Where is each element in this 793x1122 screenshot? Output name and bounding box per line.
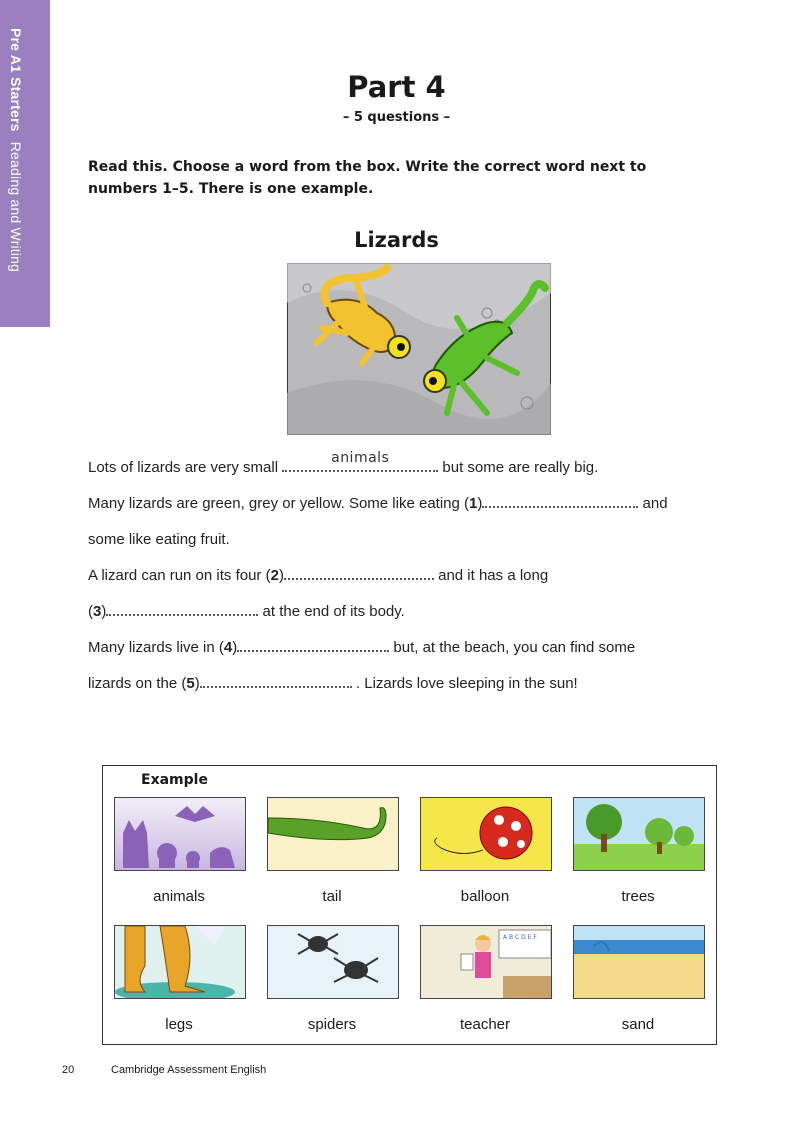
story-line-4: [88, 558, 748, 594]
sidebar-level: Pre A1 Starters: [8, 28, 24, 132]
story-line-6: [88, 630, 748, 666]
sidebar-tab: [0, 0, 50, 327]
answer-blank-4[interactable]: [237, 634, 389, 652]
trees-picture: [573, 797, 705, 871]
story-text-segment: Many lizards are green, grey or yellow. Some like eating (: [88, 495, 470, 512]
story-title: Lizards: [354, 228, 439, 252]
word-spiders: spiders: [307, 1016, 357, 1033]
story-text-segment: and: [638, 495, 668, 512]
story-text-segment: ): [194, 675, 200, 692]
example-label: Example: [141, 772, 208, 788]
story-text-segment: (: [88, 603, 93, 620]
footer-publisher: Cambridge Assessment English: [111, 1064, 267, 1076]
story-text-segment: ): [232, 639, 238, 656]
tail-picture: [267, 797, 399, 871]
story-text-segment: Many lizards live in (: [88, 639, 224, 656]
question-number: 1: [469, 495, 478, 512]
story-text-segment: lizards on the (: [88, 675, 187, 692]
answer-blank-3[interactable]: [106, 598, 258, 616]
page-title: Part 4: [347, 70, 446, 104]
word-sand: sand: [621, 1016, 655, 1033]
story-text: [88, 450, 748, 702]
story-text-segment: . Lizards love sleeping in the sun!: [351, 675, 578, 692]
story-text-segment: A lizard can run on its four (: [88, 567, 271, 584]
question-number: 5: [186, 675, 195, 692]
story-line-5: [88, 594, 748, 630]
animals-picture: [114, 797, 246, 871]
word-legs: legs: [165, 1016, 193, 1033]
page-subtitle: – 5 questions –: [342, 110, 451, 125]
sand-picture: [573, 925, 705, 999]
story-line-7: [88, 666, 748, 702]
teacher-picture: [420, 925, 552, 999]
story-text-segment: but some are really big.: [438, 459, 599, 476]
story-text-segment: Lots of lizards are very small: [88, 459, 283, 476]
answer-blank-1[interactable]: [482, 490, 638, 508]
story-text-segment: some like eating fruit.: [88, 531, 230, 548]
sidebar-section: Reading and Writing: [8, 141, 24, 273]
example-answer-blank: [282, 450, 438, 472]
question-number: 3: [93, 603, 102, 620]
story-text-segment: at the end of its body.: [258, 603, 405, 620]
story-line-1: [88, 450, 748, 486]
spiders-picture: [267, 925, 399, 999]
word-balloon: balloon: [460, 888, 510, 905]
answer-blank-2[interactable]: [284, 562, 434, 580]
story-line-2: [88, 486, 748, 522]
word-animals: animals: [153, 888, 205, 905]
story-text-segment: ): [278, 567, 284, 584]
instructions: Read this. Choose a word from the box. Write the correct word next to numbers 1–5. There is one example.: [88, 159, 647, 197]
word-box: [102, 765, 717, 1045]
board-letters: A B C D E F: [503, 934, 537, 941]
lizards-illustration: [287, 263, 551, 435]
story-text-segment: ): [477, 495, 483, 512]
word-teacher: teacher: [459, 1016, 511, 1033]
question-number: 4: [223, 639, 233, 656]
answer-blank-5[interactable]: [200, 670, 352, 688]
story-text-segment: but, at the beach, you can find some: [389, 639, 636, 656]
example-answer: animals: [331, 450, 390, 466]
page-number: 20: [62, 1064, 75, 1076]
balloon-picture: [420, 797, 552, 871]
story-text-segment: and it has a long: [433, 567, 549, 584]
story-text-segment: ): [101, 603, 107, 620]
question-number: 2: [270, 567, 279, 584]
story-line-3: [88, 522, 748, 558]
word-trees: trees: [621, 888, 655, 905]
word-tail: tail: [322, 888, 342, 905]
legs-picture: [114, 925, 246, 999]
